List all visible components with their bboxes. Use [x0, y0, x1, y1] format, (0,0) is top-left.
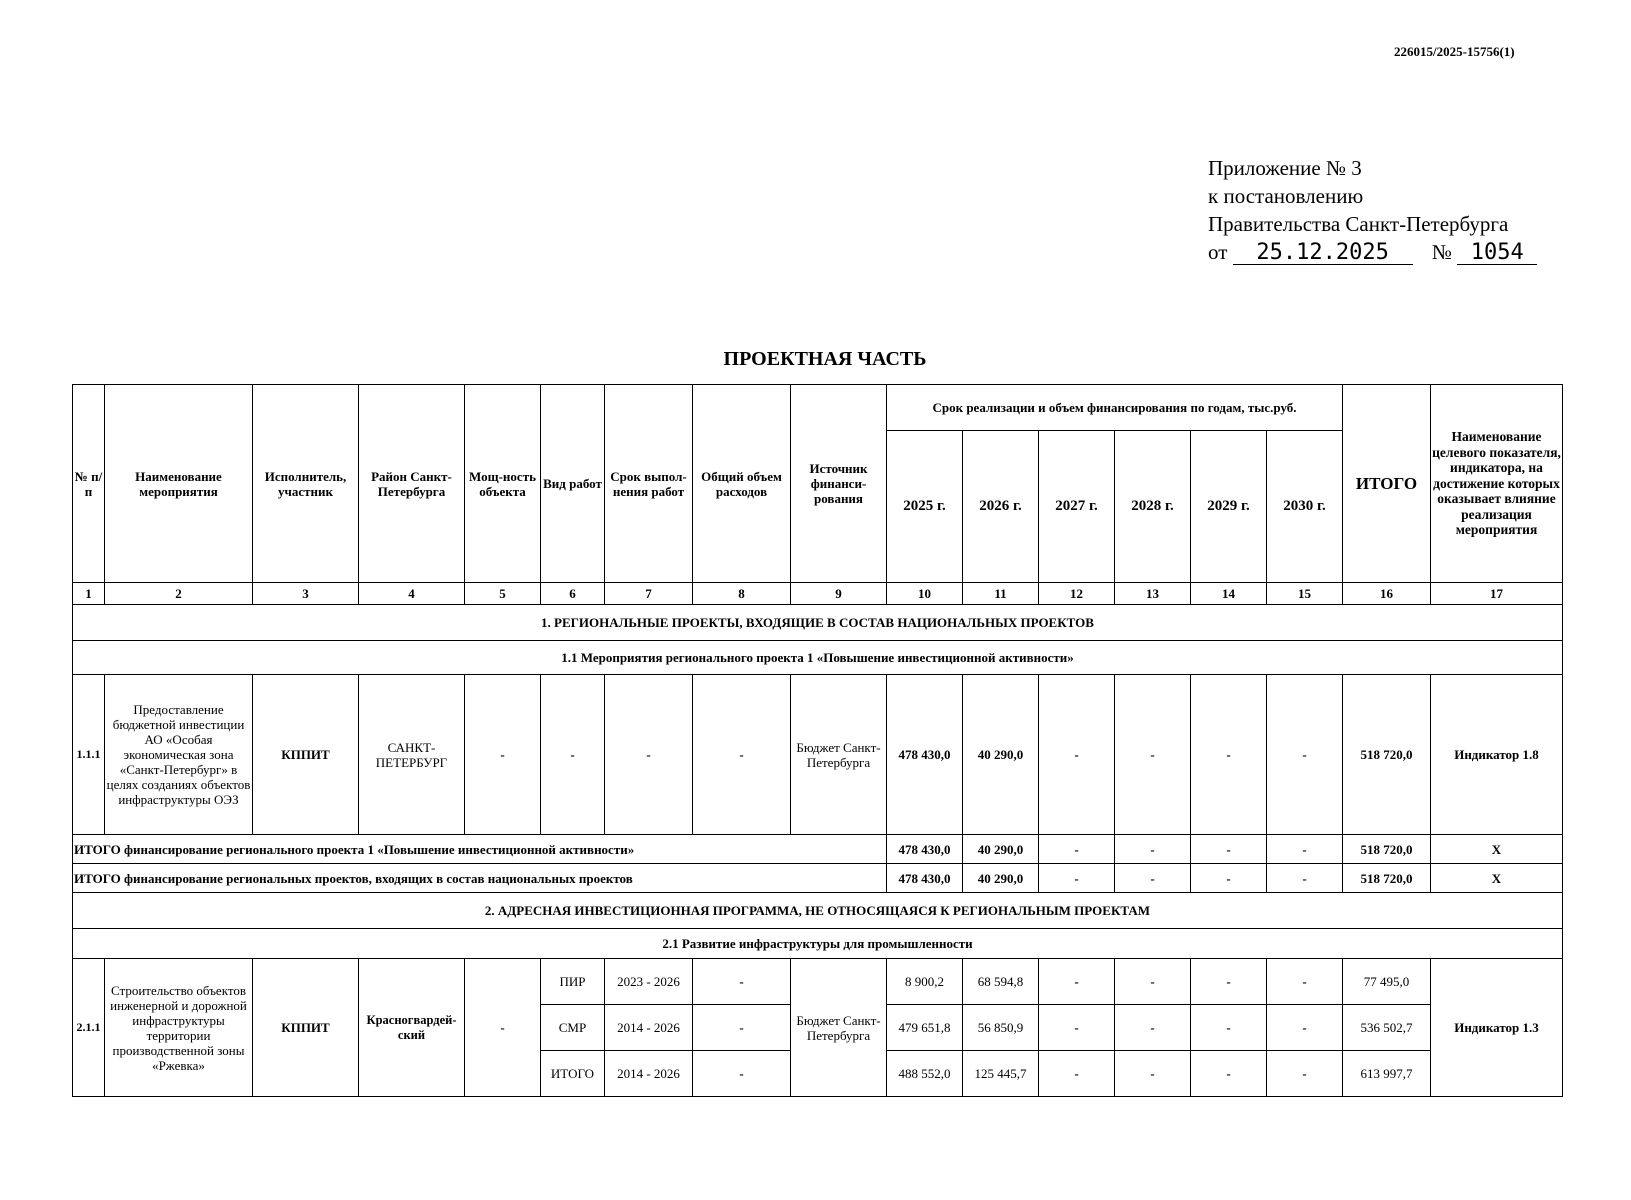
header-term: Срок выпол-нения работ — [605, 385, 693, 583]
year-2025-value: 488 552,0 — [887, 1051, 963, 1097]
measure-name: Строительство объектов инженерной и дорожной инфраструктуры территории производственной зоны «Ржевка» — [105, 959, 253, 1097]
appendix-block — [1208, 154, 1537, 266]
header-year-2027: 2027 г. — [1039, 431, 1115, 583]
year-2028-value: - — [1115, 1005, 1191, 1051]
term: - — [605, 675, 693, 835]
header-years-group: Срок реализации и объем финансирования по годам, тыс.руб. — [887, 385, 1343, 431]
col-number: 10 — [887, 583, 963, 605]
subsection-2-1-row — [73, 929, 1563, 959]
year-2026-value: 56 850,9 — [963, 1005, 1039, 1051]
executor: КППИТ — [253, 959, 359, 1097]
total-national-2029: - — [1191, 864, 1267, 893]
work-type: СМР — [541, 1005, 605, 1051]
year-2027-value: - — [1039, 1005, 1115, 1051]
total-project-label: ИТОГО финансирование регионального проекта 1 «Повышение инвестиционной активности» — [73, 835, 887, 864]
year-2026-value: 125 445,7 — [963, 1051, 1039, 1097]
total-value: 613 997,7 — [1343, 1051, 1431, 1097]
term: 2014 - 2026 — [605, 1005, 693, 1051]
col-number: 6 — [541, 583, 605, 605]
total-value: 77 495,0 — [1343, 959, 1431, 1005]
col-number: 13 — [1115, 583, 1191, 605]
indicator: Индикатор 1.3 — [1431, 959, 1563, 1097]
section-1-title: 1. РЕГИОНАЛЬНЫЕ ПРОЕКТЫ, ВХОДЯЩИЕ В СОСТАВ НАЦИОНАЛЬНЫХ ПРОЕКТОВ — [73, 605, 1563, 641]
project-table — [72, 384, 1563, 1097]
year-2025-value: 478 430,0 — [887, 675, 963, 835]
appendix-line-3: Правительства Санкт-Петербурга — [1208, 212, 1509, 236]
header-year-2029: 2029 г. — [1191, 431, 1267, 583]
header-year-2030: 2030 г. — [1267, 431, 1343, 583]
year-2025-value: 479 651,8 — [887, 1005, 963, 1051]
total-cost: - — [693, 1005, 791, 1051]
appendix-line-1: Приложение № 3 — [1208, 156, 1362, 180]
header-year-2028: 2028 г. — [1115, 431, 1191, 583]
section-2-title: 2. АДРЕСНАЯ ИНВЕСТИЦИОННАЯ ПРОГРАММА, НЕ ОТНОСЯЩАЯСЯ К РЕГИОНАЛЬНЫМ ПРОЕКТАМ — [73, 893, 1563, 929]
total-project-2025: 478 430,0 — [887, 835, 963, 864]
header-year-2025: 2025 г. — [887, 431, 963, 583]
executor: КППИТ — [253, 675, 359, 835]
total-national-2027: - — [1039, 864, 1115, 893]
subsection-2-1-title: 2.1 Развитие инфраструктуры для промышленности — [73, 929, 1563, 959]
col-number: 14 — [1191, 583, 1267, 605]
year-2030-value: - — [1267, 675, 1343, 835]
year-2029-value: - — [1191, 959, 1267, 1005]
subsection-1-1-row — [73, 641, 1563, 675]
total-row-project — [73, 835, 1563, 864]
header-capacity: Мощ-ность объекта — [465, 385, 541, 583]
total-project-2029: - — [1191, 835, 1267, 864]
total-national-2028: - — [1115, 864, 1191, 893]
header-year-2026: 2026 г. — [963, 431, 1039, 583]
col-number: 12 — [1039, 583, 1115, 605]
total-cost: - — [693, 675, 791, 835]
year-2029-value: - — [1191, 675, 1267, 835]
year-2025-value: 8 900,2 — [887, 959, 963, 1005]
col-number: 7 — [605, 583, 693, 605]
row-number: 2.1.1 — [73, 959, 105, 1097]
year-2027-value: - — [1039, 959, 1115, 1005]
term: 2014 - 2026 — [605, 1051, 693, 1097]
capacity: - — [465, 675, 541, 835]
total-national-2030: - — [1267, 864, 1343, 893]
total-cost: - — [693, 959, 791, 1005]
column-number-row — [73, 583, 1563, 605]
total-row-national — [73, 864, 1563, 893]
year-2030-value: - — [1267, 1005, 1343, 1051]
work-type: ИТОГО — [541, 1051, 605, 1097]
header-district: Район Санкт-Петербурга — [359, 385, 465, 583]
indicator: Индикатор 1.8 — [1431, 675, 1563, 835]
year-2028-value: - — [1115, 1051, 1191, 1097]
col-number: 1 — [73, 583, 105, 605]
col-number: 3 — [253, 583, 359, 605]
total-national-label: ИТОГО финансирование региональных проектов, входящих в состав национальных проектов — [73, 864, 887, 893]
year-2027-value: - — [1039, 675, 1115, 835]
year-2027-value: - — [1039, 1051, 1115, 1097]
total-cost: - — [693, 1051, 791, 1097]
total-national-2026: 40 290,0 — [963, 864, 1039, 893]
year-2030-value: - — [1267, 1051, 1343, 1097]
total-national-2025: 478 430,0 — [887, 864, 963, 893]
total-project-2026: 40 290,0 — [963, 835, 1039, 864]
col-number: 4 — [359, 583, 465, 605]
col-number: 16 — [1343, 583, 1431, 605]
header-num: № п/п — [73, 385, 105, 583]
year-2028-value: - — [1115, 959, 1191, 1005]
appendix-date-line — [1208, 238, 1537, 266]
from-label: от — [1208, 240, 1228, 264]
total-national-indicator: Х — [1431, 864, 1563, 893]
decree-number: 1054 — [1457, 242, 1537, 265]
header-total-cost: Общий объем расходов — [693, 385, 791, 583]
col-number: 11 — [963, 583, 1039, 605]
col-number: 5 — [465, 583, 541, 605]
work-type: - — [541, 675, 605, 835]
header-executor: Исполнитель, участник — [253, 385, 359, 583]
col-number: 9 — [791, 583, 887, 605]
header-indicator: Наименование целевого показателя, индикатора, на достижение которых оказывает влияние реализация мероприятия — [1431, 385, 1563, 583]
financing-source: Бюджет Санкт-Петербурга — [791, 675, 887, 835]
measure-name: Предоставление бюджетной инвестиции АО «Особая экономическая зона «Санкт-Петербург» в целях созданиях объектов инфраструктуры ОЭЗ — [105, 675, 253, 835]
total-project-2027: - — [1039, 835, 1115, 864]
year-2029-value: - — [1191, 1005, 1267, 1051]
header-work-type: Вид работ — [541, 385, 605, 583]
col-number: 8 — [693, 583, 791, 605]
header-name: Наименование мероприятия — [105, 385, 253, 583]
work-type: ПИР — [541, 959, 605, 1005]
year-2028-value: - — [1115, 675, 1191, 835]
header-total: ИТОГО — [1343, 385, 1431, 583]
document-id: 226015/2025-15756(1) — [1394, 44, 1515, 59]
total-value: 536 502,7 — [1343, 1005, 1431, 1051]
decree-date: 25.12.2025 — [1233, 242, 1413, 265]
total-project-2028: - — [1115, 835, 1191, 864]
section-2-row — [73, 893, 1563, 929]
year-2026-value: 68 594,8 — [963, 959, 1039, 1005]
table-row — [73, 675, 1563, 835]
row-number: 1.1.1 — [73, 675, 105, 835]
section-1-row — [73, 605, 1563, 641]
year-2029-value: - — [1191, 1051, 1267, 1097]
year-2030-value: - — [1267, 959, 1343, 1005]
col-number: 15 — [1267, 583, 1343, 605]
term: 2023 - 2026 — [605, 959, 693, 1005]
col-number: 2 — [105, 583, 253, 605]
district: Красногвардей-ский — [359, 959, 465, 1097]
page-title: ПРОЕКТНАЯ ЧАСТЬ — [723, 348, 927, 370]
total-national-sum: 518 720,0 — [1343, 864, 1431, 893]
district: САНКТ-ПЕТЕРБУРГ — [359, 675, 465, 835]
header-source: Источник финанси-рования — [791, 385, 887, 583]
header-row-1 — [73, 385, 1563, 431]
number-label: № — [1431, 240, 1452, 264]
subsection-1-1-title: 1.1 Мероприятия регионального проекта 1 «Повышение инвестиционной активности» — [73, 641, 1563, 675]
appendix-line-2: к постановлению — [1208, 184, 1364, 208]
total-project-indicator: Х — [1431, 835, 1563, 864]
capacity: - — [465, 959, 541, 1097]
total-value: 518 720,0 — [1343, 675, 1431, 835]
col-number: 17 — [1431, 583, 1563, 605]
total-project-sum: 518 720,0 — [1343, 835, 1431, 864]
total-project-2030: - — [1267, 835, 1343, 864]
table-row — [73, 959, 1563, 1005]
year-2026-value: 40 290,0 — [963, 675, 1039, 835]
financing-source: Бюджет Санкт-Петербурга — [791, 959, 887, 1097]
